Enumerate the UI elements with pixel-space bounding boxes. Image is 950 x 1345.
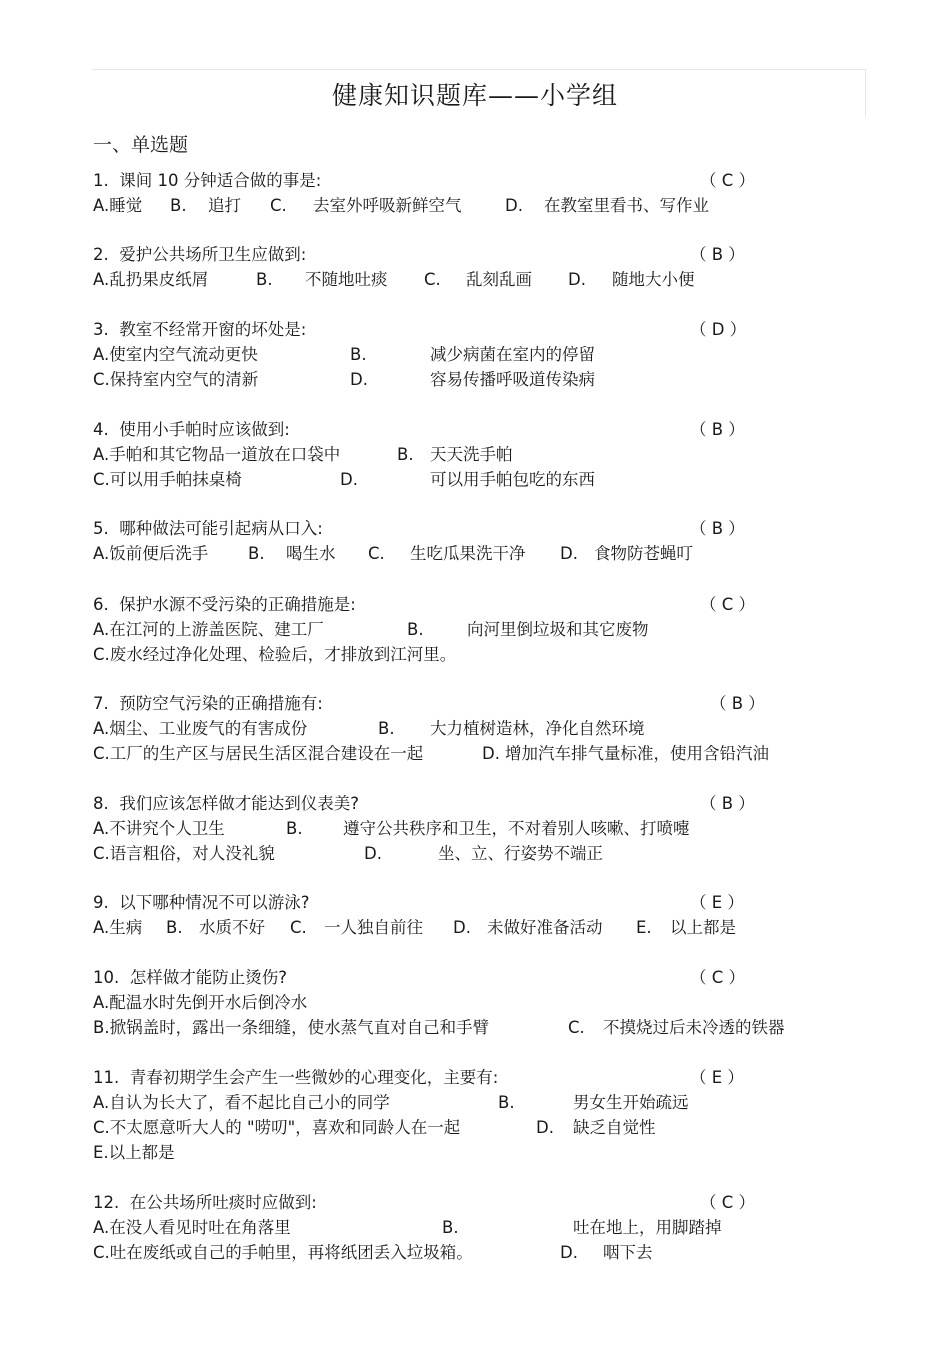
option-text: 食物防苍蝇叮 <box>594 544 693 563</box>
option-text: B.掀锅盖时，露出一条细缝，使水蒸气直对自己和手臂 <box>93 1018 490 1037</box>
option-text: C.可以用手帕抹桌椅 <box>93 470 242 489</box>
option-text: 遵守公共秩序和卫生，不对着别人咳嗽、打喷嚏 <box>343 819 690 838</box>
option-text: 乱刻乱画 <box>466 270 532 289</box>
question-text: 9. 以下哪种情况不可以游泳? <box>93 893 310 912</box>
option-text: E. <box>636 918 652 937</box>
option-text: C.不太愿意听大人的 "唠叨"，喜欢和同龄人在一起 <box>93 1118 461 1137</box>
option-text: B. <box>248 544 265 563</box>
option-text: 坐、立、行姿势不端正 <box>438 844 603 863</box>
option-text: 水质不好 <box>199 918 265 937</box>
question-text: 6. 保护水源不受污染的正确措施是: <box>93 595 356 614</box>
option-text: B. <box>397 445 414 464</box>
answer-key: （ C ） <box>690 968 746 987</box>
option-text: B. <box>378 719 395 738</box>
question-text: 4. 使用小手帕时应该做到: <box>93 420 290 439</box>
option-text: D. <box>505 196 523 215</box>
option-text: 追打 <box>208 196 241 215</box>
answer-key: （ B ） <box>710 694 765 713</box>
option-text: C. <box>290 918 307 937</box>
top-rule <box>92 69 865 70</box>
answer-key: （ B ） <box>690 245 745 264</box>
question-text: 11. 青春初期学生会产生一些微妙的心理变化，主要有: <box>93 1068 499 1087</box>
option-text: 不随地吐痰 <box>305 270 388 289</box>
answer-key: （ B ） <box>700 794 755 813</box>
option-text: 咽下去 <box>603 1243 653 1262</box>
question-text: 7. 预防空气污染的正确措施有: <box>93 694 323 713</box>
option-text: A.生病 <box>93 918 143 937</box>
answer-key: （ B ） <box>690 519 745 538</box>
option-text: C.工厂的生产区与居民生活区混合建设在一起 <box>93 744 424 763</box>
option-text: B. <box>498 1093 515 1112</box>
option-text: D. <box>560 1243 578 1262</box>
option-text: C.保持室内空气的清新 <box>93 370 259 389</box>
option-text: D. <box>453 918 471 937</box>
option-text: 未做好准备活动 <box>487 918 603 937</box>
option-text: C.语言粗俗，对人没礼貌 <box>93 844 275 863</box>
option-text: D. <box>536 1118 554 1137</box>
option-text: 天天洗手帕 <box>430 445 513 464</box>
option-text: A.配温水时先倒开水后倒冷水 <box>93 993 308 1012</box>
option-text: C.吐在废纸或自己的手帕里，再将纸团丢入垃圾箱。 <box>93 1243 473 1262</box>
option-text: B. <box>256 270 273 289</box>
answer-key: （ E ） <box>690 1068 744 1087</box>
option-text: C. <box>270 196 287 215</box>
option-text: C. <box>368 544 385 563</box>
option-text: A.饭前便后洗手 <box>93 544 209 563</box>
option-text: 容易传播呼吸道传染病 <box>430 370 595 389</box>
option-text: A.手帕和其它物品一道放在口袋中 <box>93 445 341 464</box>
question-text: 10. 怎样做才能防止烫伤? <box>93 968 287 987</box>
question-text: 3. 教室不经常开窗的坏处是: <box>93 320 307 339</box>
answer-key: （ C ） <box>700 171 756 190</box>
option-text: A.乱扔果皮纸屑 <box>93 270 209 289</box>
option-text: 喝生水 <box>286 544 336 563</box>
option-text: B. <box>166 918 183 937</box>
option-text: 去室外呼吸新鲜空气 <box>313 196 462 215</box>
option-text: A.睡觉 <box>93 196 143 215</box>
option-text: 不摸烧过后未冷透的铁器 <box>603 1018 785 1037</box>
option-text: A.在江河的上游盖医院、建工厂 <box>93 620 324 639</box>
option-text: 增加汽车排气量标准，使用含铅汽油 <box>505 744 769 763</box>
question-text: 5. 哪种做法可能引起病从口入: <box>93 519 323 538</box>
answer-key: （ C ） <box>700 1193 756 1212</box>
option-text: 在教室里看书、写作业 <box>544 196 709 215</box>
option-text: B. <box>442 1218 459 1237</box>
page-title: 健康知识题库——小学组 <box>331 81 618 110</box>
section-heading: 一、单选题 <box>93 134 189 156</box>
option-text: 大力植树造林，净化自然环境 <box>430 719 645 738</box>
option-text: 减少病菌在室内的停留 <box>430 345 595 364</box>
option-text: 男女生开始疏远 <box>573 1093 689 1112</box>
option-text: 向河里倒垃圾和其它废物 <box>467 620 649 639</box>
option-text: A.使室内空气流动更快 <box>93 345 258 364</box>
option-text: D. <box>340 470 358 489</box>
question-text: 12. 在公共场所吐痰时应做到: <box>93 1193 317 1212</box>
option-text: C. <box>568 1018 585 1037</box>
question-text: 1. 课间 10 分钟适合做的事是: <box>93 171 322 190</box>
option-text: D. <box>364 844 382 863</box>
option-text: E.以上都是 <box>93 1143 175 1162</box>
option-text: 吐在地上，用脚踏掉 <box>573 1218 722 1237</box>
option-text: 生吃瓜果洗干净 <box>410 544 526 563</box>
option-text: A.不讲究个人卫生 <box>93 819 225 838</box>
option-text: A.在没人看见时吐在角落里 <box>93 1218 291 1237</box>
option-text: C. <box>424 270 441 289</box>
option-text: A.自认为长大了，看不起比自己小的同学 <box>93 1093 390 1112</box>
option-text: B. <box>407 620 424 639</box>
answer-key: （ E ） <box>690 893 744 912</box>
question-text: 2. 爱护公共场所卫生应做到: <box>93 245 307 264</box>
option-text: 缺乏自觉性 <box>573 1118 656 1137</box>
option-text: A.烟尘、工业废气的有害成份 <box>93 719 308 738</box>
option-text: 可以用手帕包吃的东西 <box>430 470 595 489</box>
option-text: 以上都是 <box>670 918 736 937</box>
option-text: 随地大小便 <box>612 270 695 289</box>
option-text: D. <box>350 370 368 389</box>
option-text: B. <box>170 196 187 215</box>
question-text: 8. 我们应该怎样做才能达到仪表美? <box>93 794 359 813</box>
option-text: B. <box>286 819 303 838</box>
option-text: B. <box>350 345 367 364</box>
option-text: 一人独自前往 <box>324 918 423 937</box>
option-text: D. <box>568 270 586 289</box>
answer-key: （ C ） <box>700 595 756 614</box>
answer-key: （ D ） <box>690 320 747 339</box>
answer-key: （ B ） <box>690 420 745 439</box>
option-text: D. <box>560 544 578 563</box>
option-text: C.废水经过净化处理、检验后，才排放到江河里。 <box>93 645 457 664</box>
option-text: D. <box>482 744 500 763</box>
